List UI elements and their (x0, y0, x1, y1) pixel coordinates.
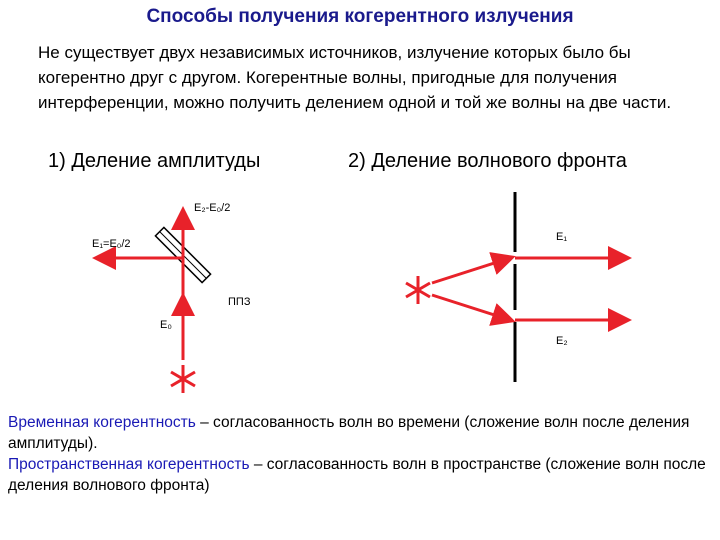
label-e2-right: E₂ (556, 335, 568, 347)
temporal-coherence-text: – согласованность волн во времени (сложение волн после деления амплитуды). (8, 414, 690, 452)
temporal-coherence-term: Временная когерентность (8, 414, 196, 431)
method-wavefront-heading: 2) Деление волнового фронта (348, 150, 627, 172)
wavefront-division-diagram (406, 192, 626, 382)
label-e2-left: E₂-E₀/2 (194, 202, 231, 214)
source-star-left (171, 365, 195, 393)
spatial-coherence-text: – согласованность волн в пространстве (сложение волн после деления волнового фронта) (8, 456, 706, 494)
ray-lower-in (432, 295, 510, 320)
label-mirror: ППЗ (228, 296, 251, 308)
label-e1-right: E₁ (556, 231, 568, 243)
page-title: Способы получения когерентного излучения (146, 6, 574, 27)
definitions (8, 412, 720, 496)
label-e0: E₀ (160, 319, 172, 331)
ray-upper-in (432, 258, 510, 283)
intro-text: Не существует двух независимых источников, излучение которых было бы когерентно друг с другом. Когерентные волны, пригодные для получения интерференции, можно получить делением одной и той же волны на две части. (38, 43, 672, 112)
source-star-right (406, 276, 430, 304)
spatial-coherence-term: Пространственная когерентность (8, 456, 250, 473)
amplitude-division-diagram (92, 202, 251, 393)
label-e1-left: E₁=E₀/2 (92, 238, 131, 250)
method-amplitude-heading: 1) Деление амплитуды (48, 150, 261, 172)
